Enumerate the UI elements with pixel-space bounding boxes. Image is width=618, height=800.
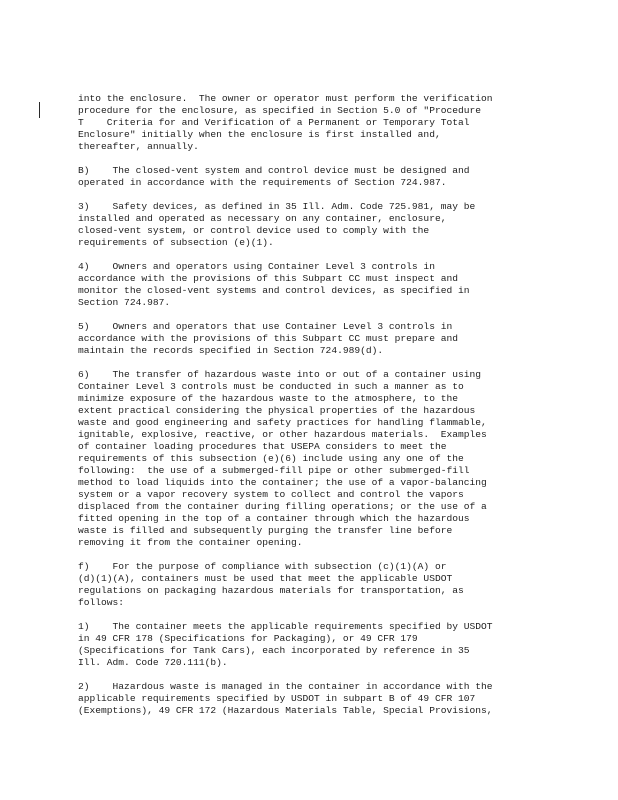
paragraph-3-safety-devices: 3) Safety devices, as defined in 35 Ill. Adm. Code 725.981, may be installed and operated as necessary on any container, enclosure, closed-vent system, or control device used to comply with the requirements of subsection (e)(1). — [78, 201, 476, 248]
document-body — [78, 93, 548, 729]
paragraph-enclosure-verification: into the enclosure. The owner or operator must perform the verification procedure for the enclosure, as specified in Section 5.0 of "Procedure T Criteria for and Verification of a Permanent or Temporary Total Enclosure" initially when the enclosure is first installed and, thereafter, annually. — [78, 93, 493, 152]
paragraph-6-transfer: 6) The transfer of hazardous waste into or out of a container using Container Level 3 controls must be conducted in such a manner as to minimize exposure of the hazardous waste to the atmosphere, to the extent practical considering the physical properties of the hazardous waste and good engineering and safety practices for handling flammable, ignitable, explosive, reactive, or other hazardous materials. Examples of container loading procedures that USEPA considers to meet the requirements of this subsection (e)(6) include using any one of the following: the use of a submerged-fill pipe or other submerged-fill method to load liquids into the container; the use of a vapor-balancing system or a vapor recovery system to collect and control the vapors displaced from the container during filling operations; or the use of a fitted opening in the top of a container through which the hazardous waste is filled and subsequently purging the transfer line before removing it from the container opening. — [78, 369, 487, 548]
paragraph-b-closed-vent: B) The closed-vent system and control device must be designed and operated in accordance with the requirements of Section 724.987. — [78, 165, 470, 188]
paragraph-4-inspect-monitor: 4) Owners and operators using Container Level 3 controls in accordance with the provisions of this Subpart CC must inspect and monitor the closed-vent systems and control devices, as specified in Section 724.987. — [78, 261, 470, 308]
revision-bar — [39, 102, 40, 118]
paragraph-2-hazardous-waste-managed: 2) Hazardous waste is managed in the container in accordance with the applicable requirements specified by USDOT in subpart B of 49 CFR 107 (Exemptions), 49 CFR 172 (Hazardous Materials Table, Special Provisions, — [78, 681, 493, 716]
paragraph-f-compliance: f) For the purpose of compliance with subsection (c)(1)(A) or (d)(1)(A), containers must be used that meet the applicable USDOT regulations on packaging hazardous materials for transportation, as follows: — [78, 561, 464, 608]
paragraph-5-records: 5) Owners and operators that use Container Level 3 controls in accordance with the provisions of this Subpart CC must prepare and maintain the records specified in Section 724.989(d). — [78, 321, 458, 356]
paragraph-1-container-requirements: 1) The container meets the applicable requirements specified by USDOT in 49 CFR 178 (Specifications for Packaging), or 49 CFR 179 (Specifications for Tank Cars), each incorporated by reference in 35 Ill. Adm. Code 720.111(b). — [78, 621, 493, 668]
